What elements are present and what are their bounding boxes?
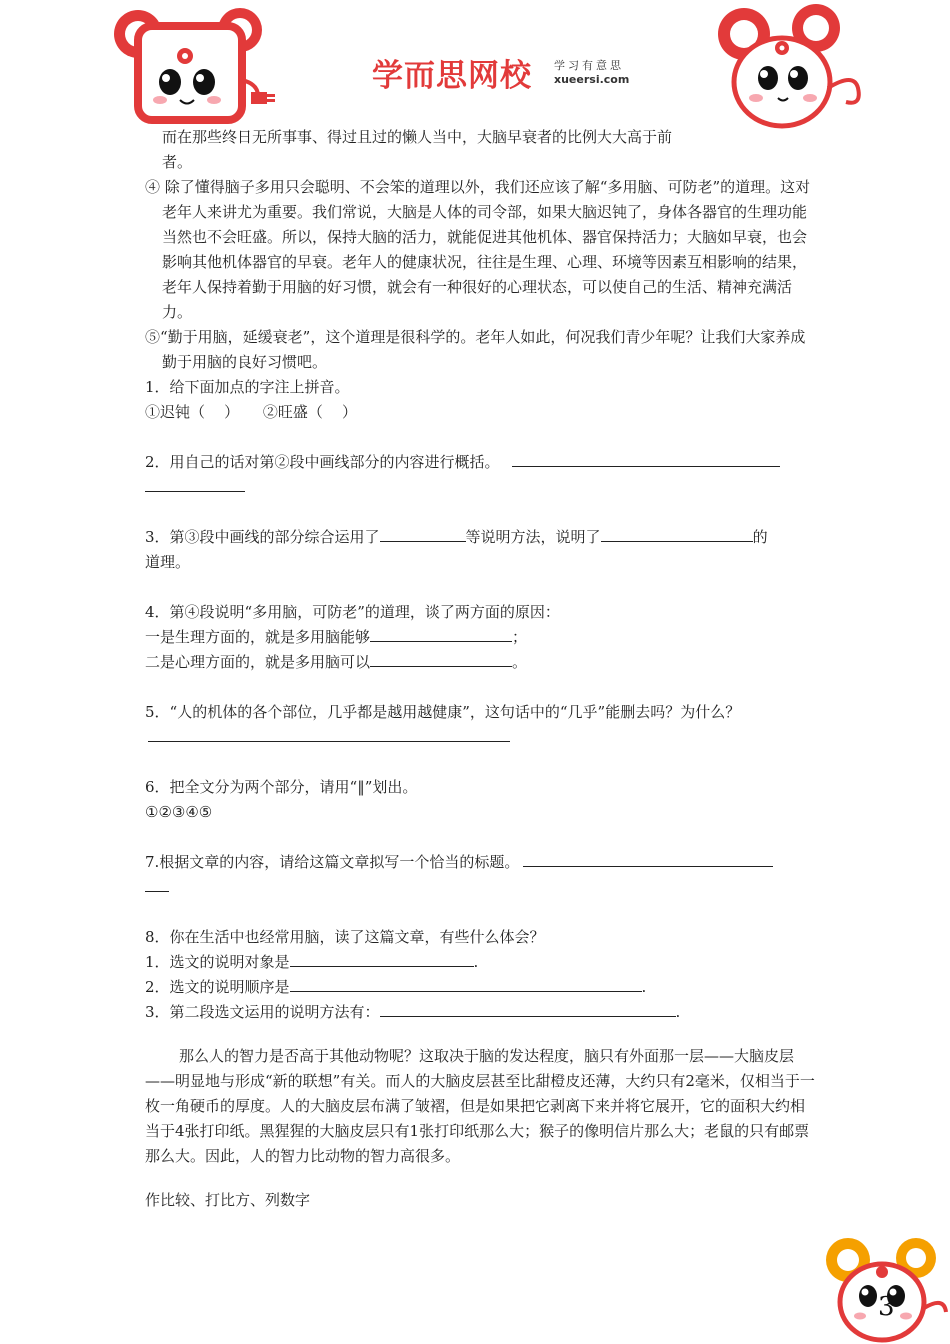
document-body [145,125,817,1213]
brand-name: 学而思网校 [372,58,532,94]
mascot-left-icon [108,0,278,130]
article-paragraph-5: ⑤“勤于用脑，延缓衰老”，这个道理是很科学的。老年人如此，何况我们青少年呢？让我们大家养成勤于用脑的良好习惯吧。 [145,328,806,371]
question-5: 5．“人的机体的各个部位，几乎都是越用越健康”，这句话中的“几乎”能删去吗？为什么？ [145,700,817,750]
answer-blank[interactable] [370,625,512,642]
question-2: 2．用自己的话对第②段中画线部分的内容进行概括。 [145,450,817,500]
question-8: 8．你在生活中也经常用脑，读了这篇文章，有些什么体会？ 1．选文的说明对象是 . 2．选文的说明顺序是 . 3．第二段选文运用的说明方法有： . [145,928,681,1021]
answer-blank[interactable] [145,875,169,892]
question-1-items: ①迟钝（ ） ②旺盛（ ） [145,403,357,421]
answer-blank[interactable] [523,850,773,867]
answer-blank[interactable] [380,1000,676,1017]
answer-blank[interactable] [601,525,753,542]
question-6: 6．把全文分为两个部分，请用“‖”划出。 ①②③④⑤ [145,778,418,821]
answer-blank[interactable] [290,950,474,967]
question-4: 4．第④段说明“多用脑，可防老”的道理，谈了两方面的原因： 一是生理方面的，就是多用脑能够 ； 二是心理方面的，就是多用脑可以 。 [145,603,560,671]
brand-tagline: 学习有意思 [554,59,624,72]
paragraph-numbers: ①②③④⑤ [145,803,213,821]
question-3: 3．第③段中画线的部分综合运用了 等说明方法，说明了 的 道理。 [145,525,817,575]
mascot-bottom-icon [820,1234,950,1344]
answer-blank[interactable] [290,975,642,992]
answer-blank[interactable] [145,475,245,492]
header-logo [372,50,652,94]
answer-blank[interactable] [512,450,780,467]
mascot-right-icon [712,2,872,132]
question-7: 7.根据文章的内容，请给这篇文章拟写一个恰当的标题。 [145,850,817,900]
answer-note: 作比较、打比方、列数字 [145,1191,311,1209]
answer-blank[interactable] [380,525,466,542]
passage-2: 那么人的智力是否高于其他动物呢？这取决于脑的发达程度，脑只有外面那一层——大脑皮层——明显地与形成“新的联想”有关。而人的大脑皮层甚至比甜橙皮还薄，大约只有2毫米，仅相当于一枚一角硬币的厚度。人的大脑皮层布满了皱褶，但是如果把它剥离下来并将它展开，它的面积大约相当于4张打印纸。黑猩猩的大脑皮层只有1张打印纸那么大；猴子的像明信片那么大；老鼠的只有邮票那么大。因此，人的智力比动物的智力高很多。 [145,1047,815,1165]
answer-blank[interactable] [370,650,512,667]
brand-url: xueersi.com [554,73,630,86]
answer-blank[interactable] [148,725,510,742]
page-number: 3 [878,1292,895,1322]
article-paragraph-3-tail: 而在那些终日无所事事、得过且过的懒人当中，大脑早衰者的比例大大高于前 者。 [162,128,673,171]
question-1: 1．给下面加点的字注上拼音。 [145,378,350,396]
article-paragraph-4: ④ 除了懂得脑子多用只会聪明、不会笨的道理以外，我们还应该了解“多用脑、可防老”的道理。这对老年人来讲尤为重要。我们常说，大脑是人体的司令部，如果大脑迟钝了，身体各器官的生理功能当然也不会旺盛。所以，保持大脑的活力，就能促进其他机体、器官保持活力；大脑如早衰，也会影响其他机体器官的早衰。老年人的健康状况，往往是生理、心理、环境等因素互相影响的结果，老年人保持着勤于用脑的好习惯，就会有一种很好的心理状态，可以使自己的生活、精神充满活力。 [145,178,811,321]
